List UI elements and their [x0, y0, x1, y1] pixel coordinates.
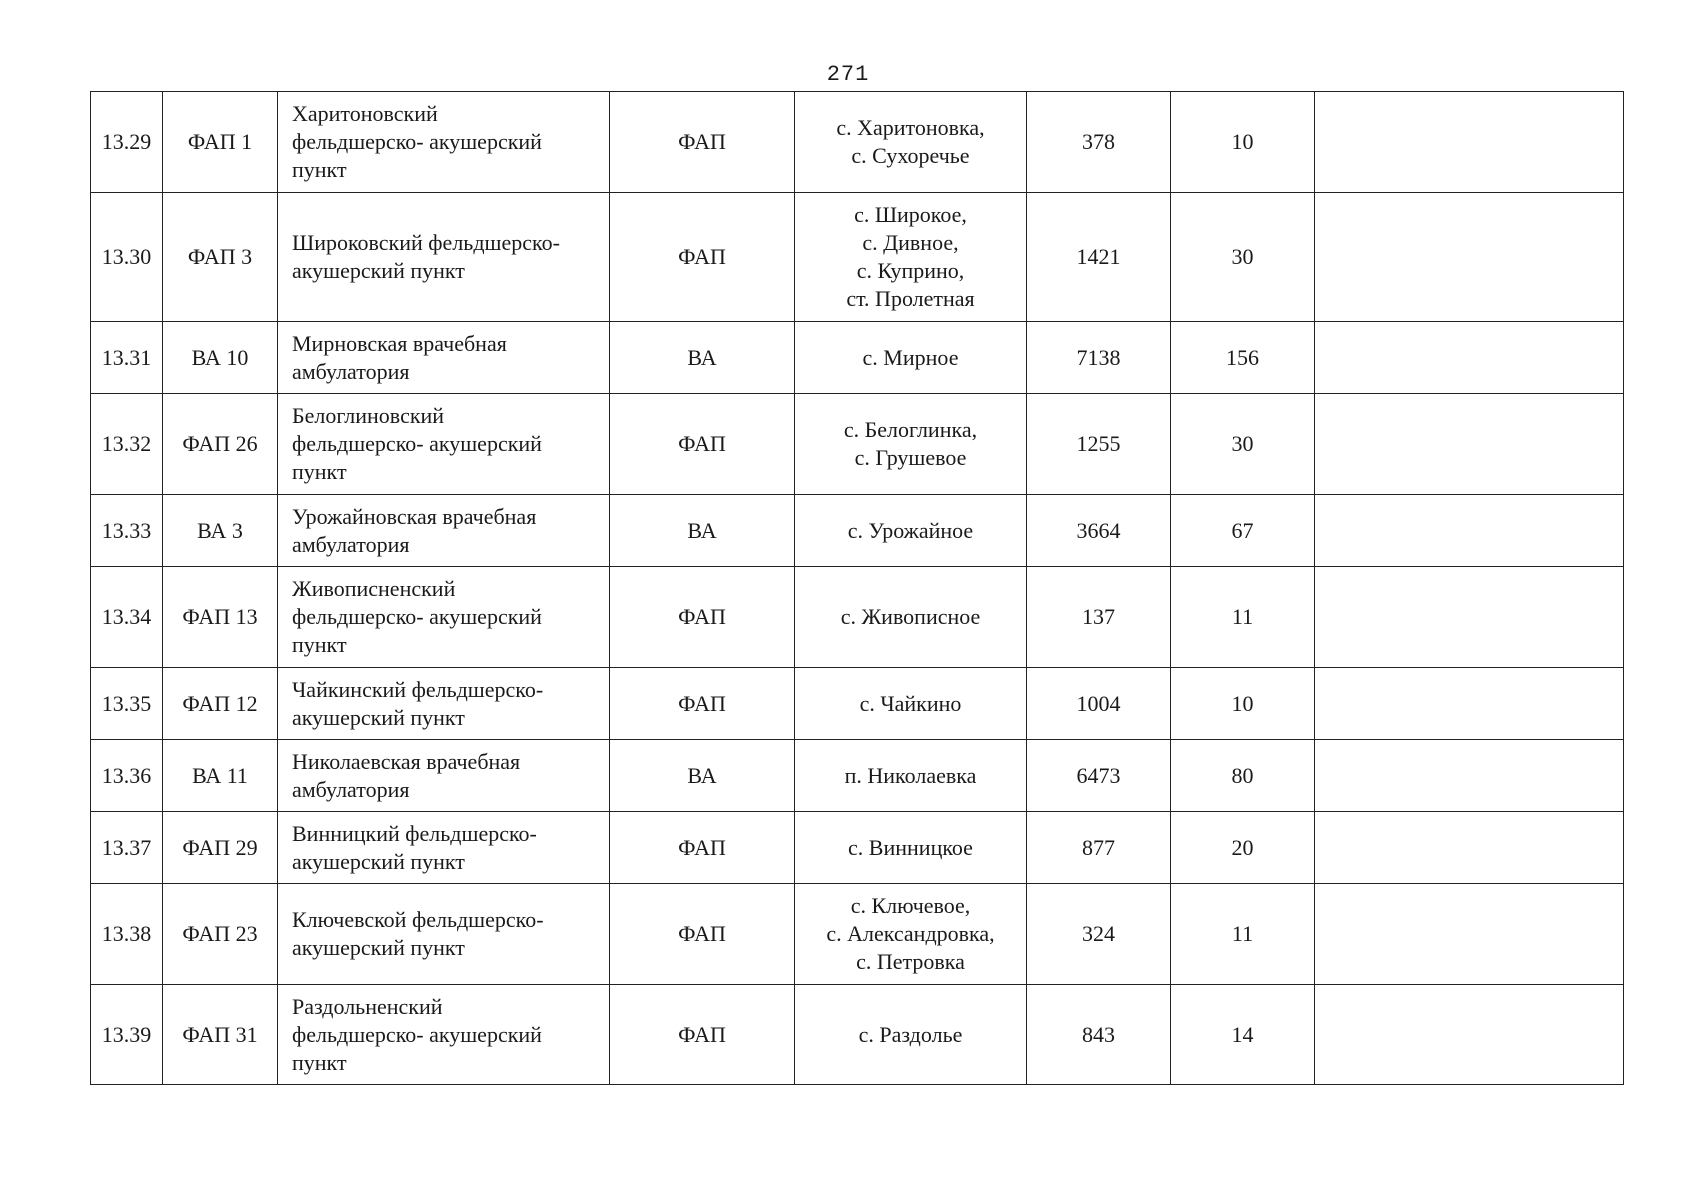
row-number-cell: 13.34: [91, 567, 163, 668]
facility-name-cell: Винницкий фельдшерско- акушерский пункт: [278, 812, 610, 884]
facilities-table: [90, 91, 1624, 1085]
facility-type-cell: ВА: [610, 322, 795, 394]
count-cell: 14: [1171, 985, 1315, 1085]
facility-name-cell: Мирновская врачебная амбулатория: [278, 322, 610, 394]
facility-type-cell: ФАП: [610, 985, 795, 1085]
count-cell: 11: [1171, 884, 1315, 985]
empty-cell: [1315, 884, 1624, 985]
facility-name-cell: Чайкинский фельдшерско- акушерский пункт: [278, 668, 610, 740]
row-number-cell: 13.39: [91, 985, 163, 1085]
table-row: [91, 812, 1624, 884]
count-cell: 80: [1171, 740, 1315, 812]
facility-code-cell: ФАП 31: [163, 985, 278, 1085]
count-cell: 30: [1171, 394, 1315, 495]
row-number-cell: 13.37: [91, 812, 163, 884]
locality-cell: п. Николаевка: [795, 740, 1027, 812]
facility-code-cell: ФАП 23: [163, 884, 278, 985]
facility-code-cell: ВА 11: [163, 740, 278, 812]
count-cell: 10: [1171, 92, 1315, 193]
row-number-cell: 13.30: [91, 193, 163, 322]
facility-name-cell: Живописненский фельдшерско- акушерский пункт: [278, 567, 610, 668]
facility-code-cell: ВА 3: [163, 495, 278, 567]
empty-cell: [1315, 495, 1624, 567]
facility-type-cell: ФАП: [610, 92, 795, 193]
table-row: [91, 495, 1624, 567]
table-row: [91, 394, 1624, 495]
facility-code-cell: ФАП 26: [163, 394, 278, 495]
population-cell: 378: [1027, 92, 1171, 193]
locality-cell: с. Урожайное: [795, 495, 1027, 567]
empty-cell: [1315, 740, 1624, 812]
count-cell: 30: [1171, 193, 1315, 322]
facility-name-cell: Широковский фельдшерско- акушерский пункт: [278, 193, 610, 322]
locality-cell: с. Мирное: [795, 322, 1027, 394]
empty-cell: [1315, 394, 1624, 495]
row-number-cell: 13.35: [91, 668, 163, 740]
row-number-cell: 13.38: [91, 884, 163, 985]
facility-name-cell: Урожайновская врачебная амбулатория: [278, 495, 610, 567]
facility-name-cell: Харитоновский фельдшерско- акушерский пункт: [278, 92, 610, 193]
count-cell: 11: [1171, 567, 1315, 668]
facility-code-cell: ВА 10: [163, 322, 278, 394]
table-row: [91, 92, 1624, 193]
facility-name-cell: Белоглиновский фельдшерско- акушерский пункт: [278, 394, 610, 495]
empty-cell: [1315, 92, 1624, 193]
empty-cell: [1315, 193, 1624, 322]
row-number-cell: 13.29: [91, 92, 163, 193]
facility-type-cell: ФАП: [610, 812, 795, 884]
count-cell: 10: [1171, 668, 1315, 740]
table-row: [91, 740, 1624, 812]
facility-code-cell: ФАП 12: [163, 668, 278, 740]
table-row: [91, 322, 1624, 394]
table-row: [91, 668, 1624, 740]
locality-cell: с. Харитоновка, с. Сухоречье: [795, 92, 1027, 193]
locality-cell: с. Белоглинка, с. Грушевое: [795, 394, 1027, 495]
population-cell: 6473: [1027, 740, 1171, 812]
facility-type-cell: ВА: [610, 740, 795, 812]
facility-code-cell: ФАП 13: [163, 567, 278, 668]
table-row: [91, 567, 1624, 668]
facility-type-cell: ФАП: [610, 668, 795, 740]
population-cell: 3664: [1027, 495, 1171, 567]
row-number-cell: 13.31: [91, 322, 163, 394]
facility-type-cell: ФАП: [610, 193, 795, 322]
population-cell: 1421: [1027, 193, 1171, 322]
facility-type-cell: ФАП: [610, 884, 795, 985]
facility-name-cell: Ключевской фельдшерско- акушерский пункт: [278, 884, 610, 985]
locality-cell: с. Широкое, с. Дивное, с. Куприно, ст. Пролетная: [795, 193, 1027, 322]
empty-cell: [1315, 668, 1624, 740]
facility-type-cell: ФАП: [610, 567, 795, 668]
population-cell: 7138: [1027, 322, 1171, 394]
population-cell: 1255: [1027, 394, 1171, 495]
facility-code-cell: ФАП 3: [163, 193, 278, 322]
facility-type-cell: ВА: [610, 495, 795, 567]
row-number-cell: 13.32: [91, 394, 163, 495]
locality-cell: с. Чайкино: [795, 668, 1027, 740]
table-row: [91, 884, 1624, 985]
locality-cell: с. Раздолье: [795, 985, 1027, 1085]
table-row: [91, 193, 1624, 322]
page-number: 271: [826, 62, 870, 87]
population-cell: 877: [1027, 812, 1171, 884]
facility-type-cell: ФАП: [610, 394, 795, 495]
population-cell: 843: [1027, 985, 1171, 1085]
locality-cell: с. Живописное: [795, 567, 1027, 668]
population-cell: 1004: [1027, 668, 1171, 740]
population-cell: 137: [1027, 567, 1171, 668]
empty-cell: [1315, 567, 1624, 668]
empty-cell: [1315, 812, 1624, 884]
table-row: [91, 985, 1624, 1085]
row-number-cell: 13.36: [91, 740, 163, 812]
count-cell: 156: [1171, 322, 1315, 394]
facility-code-cell: ФАП 1: [163, 92, 278, 193]
facility-name-cell: Николаевская врачебная амбулатория: [278, 740, 610, 812]
empty-cell: [1315, 985, 1624, 1085]
facility-name-cell: Раздольненский фельдшерско- акушерский пункт: [278, 985, 610, 1085]
locality-cell: с. Ключевое, с. Александровка, с. Петровка: [795, 884, 1027, 985]
population-cell: 324: [1027, 884, 1171, 985]
count-cell: 67: [1171, 495, 1315, 567]
locality-cell: с. Винницкое: [795, 812, 1027, 884]
empty-cell: [1315, 322, 1624, 394]
row-number-cell: 13.33: [91, 495, 163, 567]
count-cell: 20: [1171, 812, 1315, 884]
facility-code-cell: ФАП 29: [163, 812, 278, 884]
